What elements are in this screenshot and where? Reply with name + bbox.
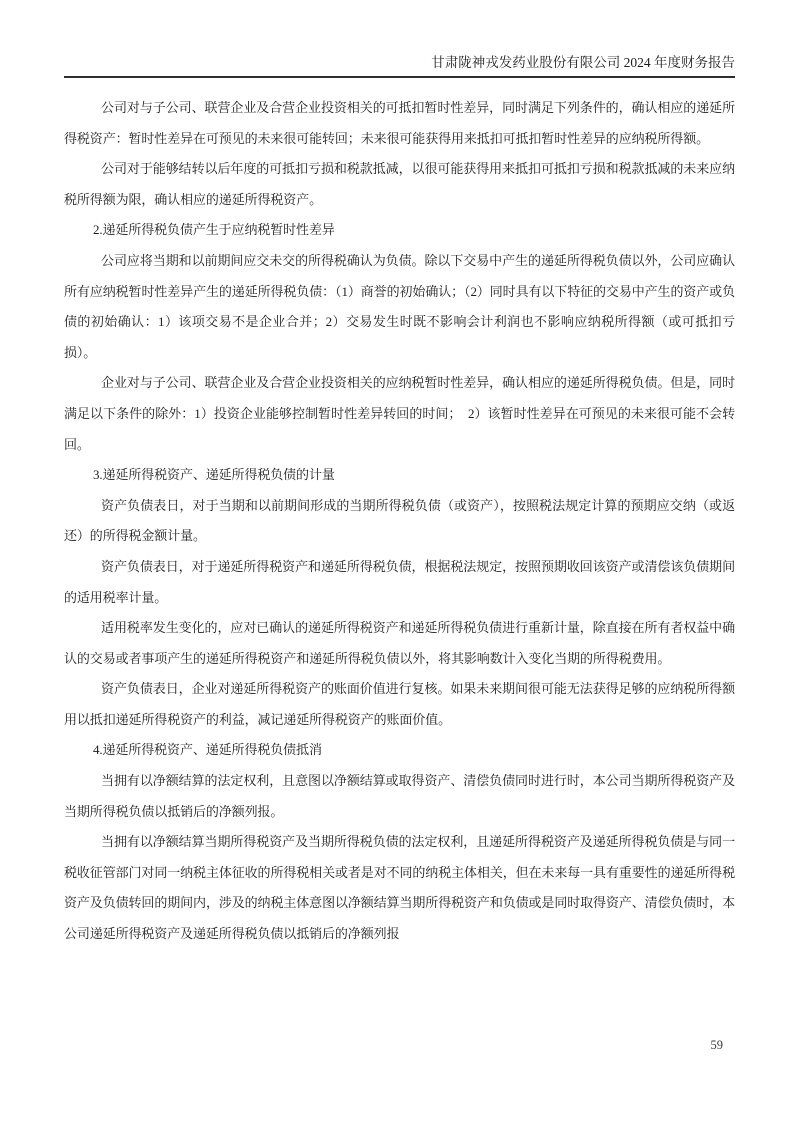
body-paragraph: 公司应将当期和以前期间应交未交的所得税确认为负债。除以下交易中产生的递延所得税负债以外，公司应确认所有应纳税暂时性差异产生的递延所得税负债：（1）商誉的初始确认；（2）同时具有以下特征的交易中产生的资产或负债的初始确认：1）该项交易不是企业合并；2）交易发生时既不影响会计利润也不影响应纳税所得额（或可抵扣亏损）。: [64, 252, 735, 360]
body-paragraph: 资产负债表日，对于当期和以前期间形成的当期所得税负债（或资产），按照税法规定计算的预期应交纳（或返还）的所得税金额计量。: [64, 497, 735, 544]
body-paragraph: 当拥有以净额结算的法定权利，且意图以净额结算或取得资产、清偿负债同时进行时，本公司当期所得税资产及当期所得税负债以抵销后的净额列报。: [64, 773, 735, 819]
body-paragraph: 当拥有以净额结算当期所得税资产及当期所得税负债的法定权利，且递延所得税资产及递延所得税负债是与同一税收征管部门对同一纳税主体征收的所得税相关或者是对不同的纳税主体相关，但在未来每一具有重要性的递延所得税资产及负债转回的期间内，涉及的纳税主体意图以净额结算当期所得税资产和负债或是同时取得资产、清偿负债时，本公司递延所得税资产及递延所得税负债以抵销后的净额列报: [64, 834, 735, 942]
section-heading: 2.递延所得税负债产生于应纳税暂时性差异: [93, 222, 335, 238]
section-heading: 3.递延所得税资产、递延所得税负债的计量: [93, 467, 335, 483]
page-number: 59: [710, 1038, 723, 1052]
report-header-title: 甘肃陇神戎发药业股份有限公司 2024 年度财务报告: [431, 55, 735, 70]
section-heading: 4.递延所得税资产、递延所得税负债抵消: [93, 742, 322, 758]
body-paragraph: 企业对与子公司、联营企业及合营企业投资相关的应纳税暂时性差异，确认相应的递延所得税负债。但是，同时满足以下条件的除外：1）投资企业能够控制暂时性差异转回的时间； 2）该暂时性差异在可预见的未来很可能不会转回。: [64, 375, 735, 452]
document-body-text: [64, 93, 735, 950]
body-paragraph: 资产负债表日，企业对递延所得税资产的账面价值进行复核。如果未来期间很可能无法获得足够的应纳税所得额用以抵扣递延所得税资产的利益，减记递延所得税资产的账面价值。: [64, 681, 735, 727]
header-rule: [64, 76, 735, 78]
body-paragraph: 公司对于能够结转以后年度的可抵扣亏损和税款抵减，以很可能获得用来抵扣可抵扣亏损和税款抵减的未来应纳税所得额为限，确认相应的递延所得税资产。: [64, 161, 735, 207]
body-paragraph: 适用税率发生变化的，应对已确认的递延所得税资产和递延所得税负债进行重新计量，除直接在所有者权益中确认的交易或者事项产生的递延所得税资产和递延所得税负债以外，将其影响数计入变化当期的所得税费用。: [64, 620, 735, 666]
body-paragraph: 公司对与子公司、联营企业及合营企业投资相关的可抵扣暂时性差异，同时满足下列条件的，确认相应的递延所得税资产：暂时性差异在可预见的未来很可能转回；未来很可能获得用来抵扣可抵扣暂时性差异的应纳税所得额。: [64, 100, 735, 146]
body-paragraph: 资产负债表日，对于递延所得税资产和递延所得税负债，根据税法规定，按照预期收回该资产或清偿该负债期间的适用税率计量。: [64, 558, 735, 605]
